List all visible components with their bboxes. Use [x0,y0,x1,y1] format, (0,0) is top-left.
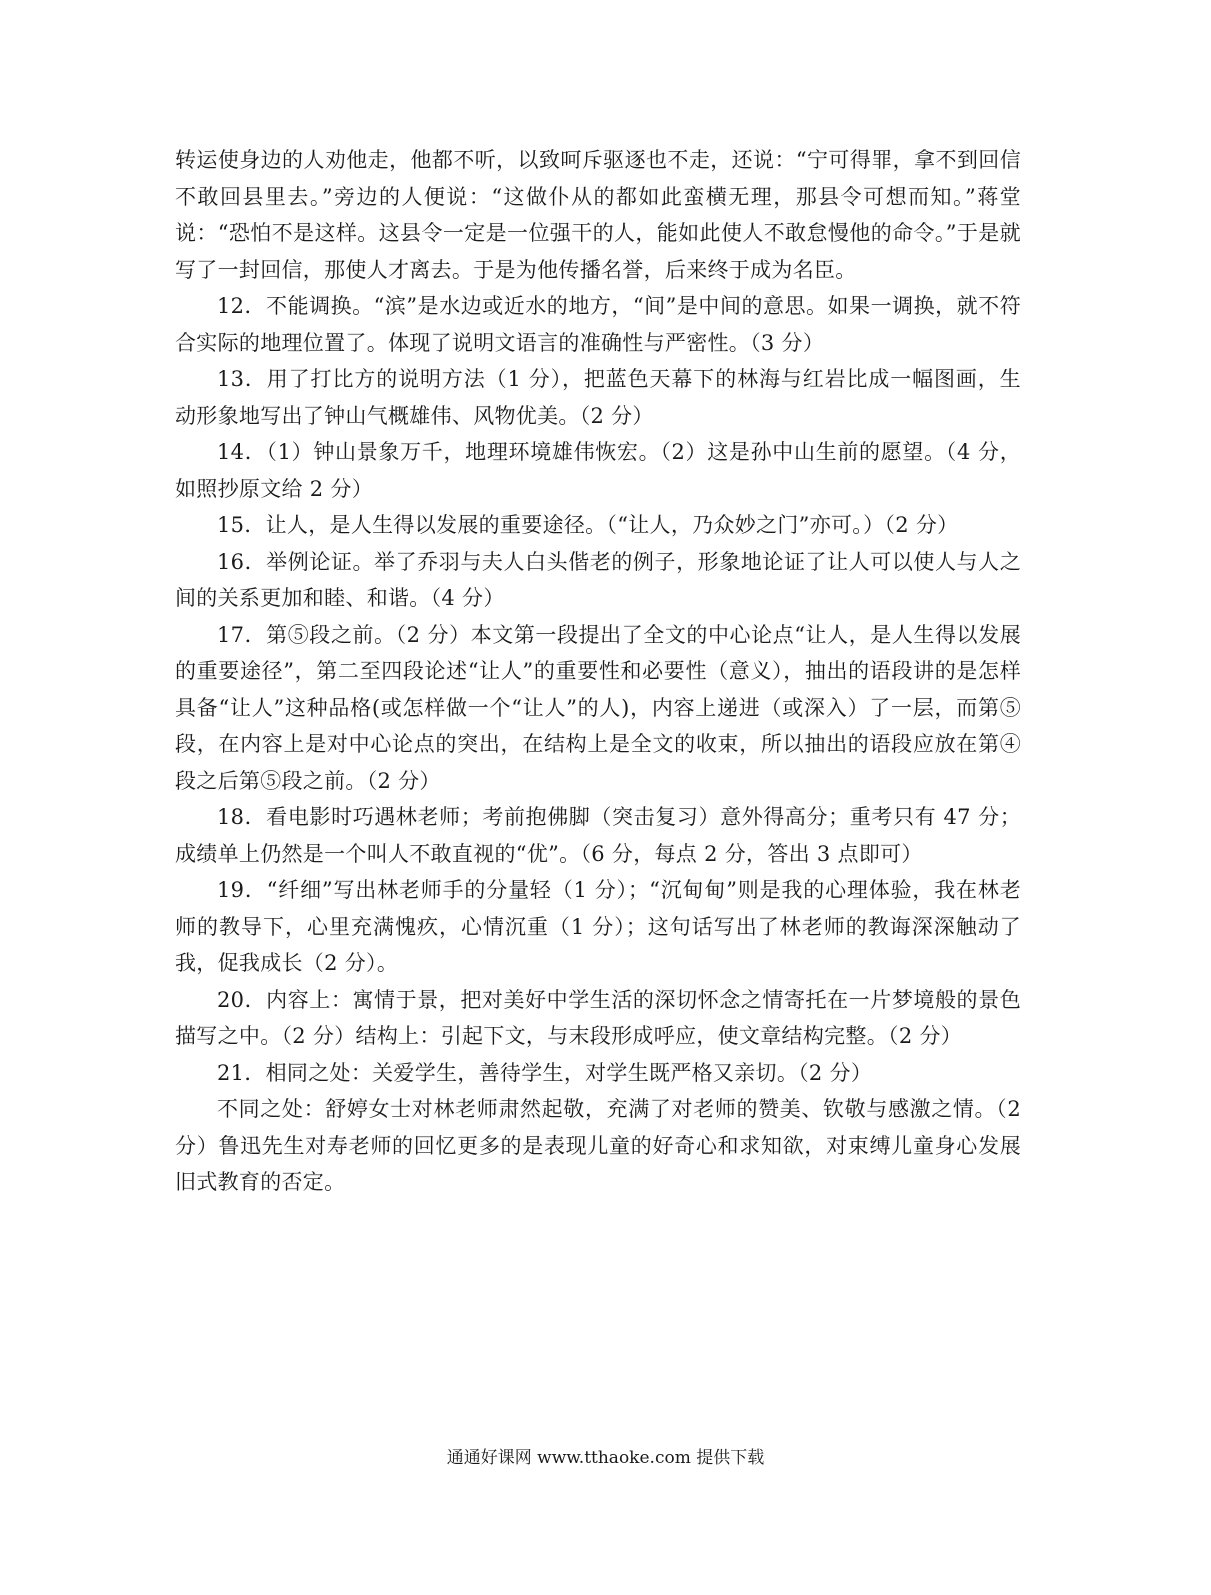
answer-15: 15．让人，是人生得以发展的重要途径。（“让人，乃众妙之门”亦可。）（2 分） [217,513,959,537]
answer-18: 18．看电影时巧遇林老师；考前抱佛脚（突击复习）意外得高分；重考只有 47 分；成绩单上仍然是一个叫人不敢直视的“优”。（6 分，每点 2 分，答出 3 点即可） [175,805,1021,866]
answer-21: 21．相同之处：关爱学生，善待学生，对学生既严格又亲切。（2 分） [217,1060,873,1085]
paragraph-intro: 转运使身边的人劝他走，他都不听，以致呵斥驱逐也不走，还说：“宁可得罪，拿不到回信不敢回县里去。”旁边的人便说：“这做仆从的都如此蛮横无理，那县令可想而知。”蒋堂说：“恐怕不是这样。这县令一定是一位强干的人，能如此使人不敢怠慢他的命令。”于是就写了一封回信，那使人才离去。于是为他传播名誉，后来终于成为名臣。 [175,148,1021,282]
answer-14: 14．（1）钟山景象万千，地理环境雄伟恢宏。（2）这是孙中山生前的愿望。（4 分，如照抄原文给 2 分） [175,440,1021,501]
page-footer: 通通好课网 www.tthaoke.com 提供下载 [446,1448,765,1468]
answer-19: 19．“纤细”写出林老师手的分量轻（1 分）；“沉甸甸”则是我的心理体验，我在林老师的教导下，心里充满愧疚，心情沉重（1 分）；这句话写出了林老师的教诲深深触动了我，促我成长（2 分）。 [175,878,1021,975]
answer-20: 20．内容上：寓情于景，把对美好中学生活的深切怀念之情寄托在一片梦境般的景色描写之中。（2 分）结构上：引起下文，与末段形成呼应，使文章结构完整。（2 分） [175,987,1021,1048]
answer-13: 13．用了打比方的说明方法（1 分），把蓝色天幕下的林海与红岩比成一幅图画，生动形象地写出了钟山气概雄伟、风物优美。（2 分） [175,367,1021,428]
answer-text [175,142,1021,1201]
answer-12: 12．不能调换。“滨”是水边或近水的地方，“间”是中间的意思。如果一调换，就不符合实际的地理位置了。体现了说明文语言的准确性与严密性。（3 分） [175,294,1021,355]
answer-16: 16．举例论证。举了乔羽与夫人白头偕老的例子，形象地论证了让人可以使人与人之间的关系更加和睦、和谐。（4 分） [175,549,1021,610]
answer-17: 17．第⑤段之前。（2 分）本文第一段提出了全文的中心论点“让人，是人生得以发展的重要途径”，第二至四段论述“让人”的重要性和必要性（意义），抽出的语段讲的是怎样具备“让人”这种品格(或怎样做一个“让人”的人)，内容上递进（或深入）了一层，而第⑤段，在内容上是对中心论点的突出，在结构上是全文的收束，所以抽出的语段应放在第④段之后第⑤段之前。（2 分） [175,622,1021,793]
answer-21-difference: 不同之处：舒婷女士对林老师肃然起敬，充满了对老师的赞美、钦敬与感激之情。（2 分）鲁迅先生对寿老师的回忆更多的是表现儿童的好奇心和求知欲，对束缚儿童身心发展旧式教育的否定。 [175,1097,1021,1194]
